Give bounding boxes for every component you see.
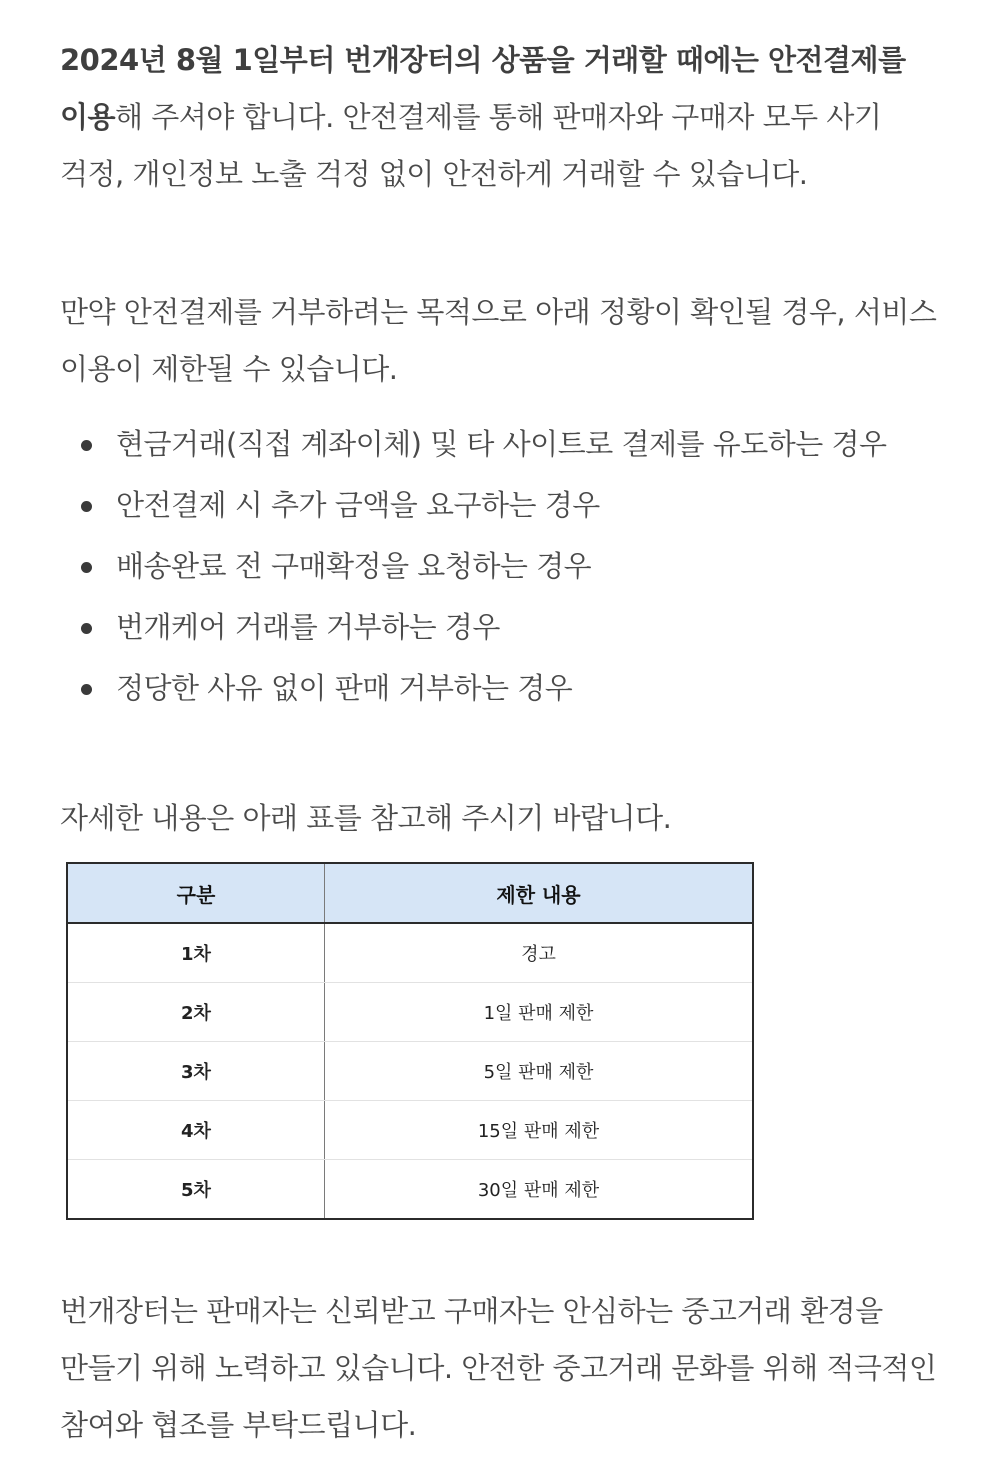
restriction-table [66,862,754,1220]
bullet-dot-icon [81,623,92,634]
list-item [60,658,940,719]
list-item [60,475,940,536]
stage-cell: 1차 [67,923,325,983]
list-item-text: 배송완료 전 구매확정을 요청하는 경우 [116,549,592,583]
intro-bold-lead: 2024년 8월 1일부터 번개장터의 상품을 거래할 때에는 안전결제를 이용 [60,43,906,134]
list-item-text: 번개케어 거래를 거부하는 경우 [116,610,500,644]
bullet-dot-icon [81,501,92,512]
bullet-dot-icon [81,440,92,451]
restriction-cell: 30일 판매 제한 [477,1180,600,1201]
bullet-dot-icon [81,684,92,695]
stage-cell: 2차 [67,983,325,1042]
table-intro-text: 자세한 내용은 아래 표를 참고해 주시기 바랍니다. [60,801,672,835]
warning-paragraph: 만약 안전결제를 거부하려는 목적으로 아래 정황이 확인될 경우, 서비스 이용이 제한될 수 있습니다. [60,295,937,386]
stage-cell: 3차 [67,1042,325,1101]
list-item [60,597,940,658]
table-row [67,1042,753,1101]
stage-cell: 5차 [67,1160,325,1220]
list-item-text: 정당한 사유 없이 판매 거부하는 경우 [116,671,573,705]
bullet-dot-icon [81,562,92,573]
stage-cell: 4차 [67,1101,325,1160]
restricted-cases-list [60,414,940,719]
table-row [67,923,753,983]
restriction-cell: 5일 판매 제한 [325,1042,754,1101]
table-header-row [67,863,753,923]
closing-paragraph: 번개장터는 판매자는 신뢰받고 구매자는 안심하는 중고거래 환경을 만들기 위해 노력하고 있습니다. 안전한 중고거래 문화를 위해 적극적인 참여와 협조를 부탁드립니다. [60,1294,937,1442]
column-header-stage: 구분 [67,863,325,923]
intro-rest: 해 주셔야 합니다. 안전결제를 통해 판매자와 구매자 모두 사기 걱정, 개인정보 노출 걱정 없이 안전하게 거래할 수 있습니다. [60,100,882,191]
restriction-cell: 1일 판매 제한 [325,983,754,1042]
restriction-cell: 15일 판매 제한 [325,1101,754,1160]
table-row [67,983,753,1042]
list-item [60,536,940,597]
intro-paragraph [60,32,940,203]
table-row [67,1101,753,1160]
list-item [60,414,940,475]
restriction-cell: 경고 [325,923,754,983]
list-item-text: 현금거래(직접 계좌이체) 및 타 사이트로 결제를 유도하는 경우 [116,427,887,461]
list-item-text: 안전결제 시 추가 금액을 요구하는 경우 [116,488,600,522]
column-header-restriction: 제한 내용 [325,863,754,923]
table-row [67,1160,753,1220]
